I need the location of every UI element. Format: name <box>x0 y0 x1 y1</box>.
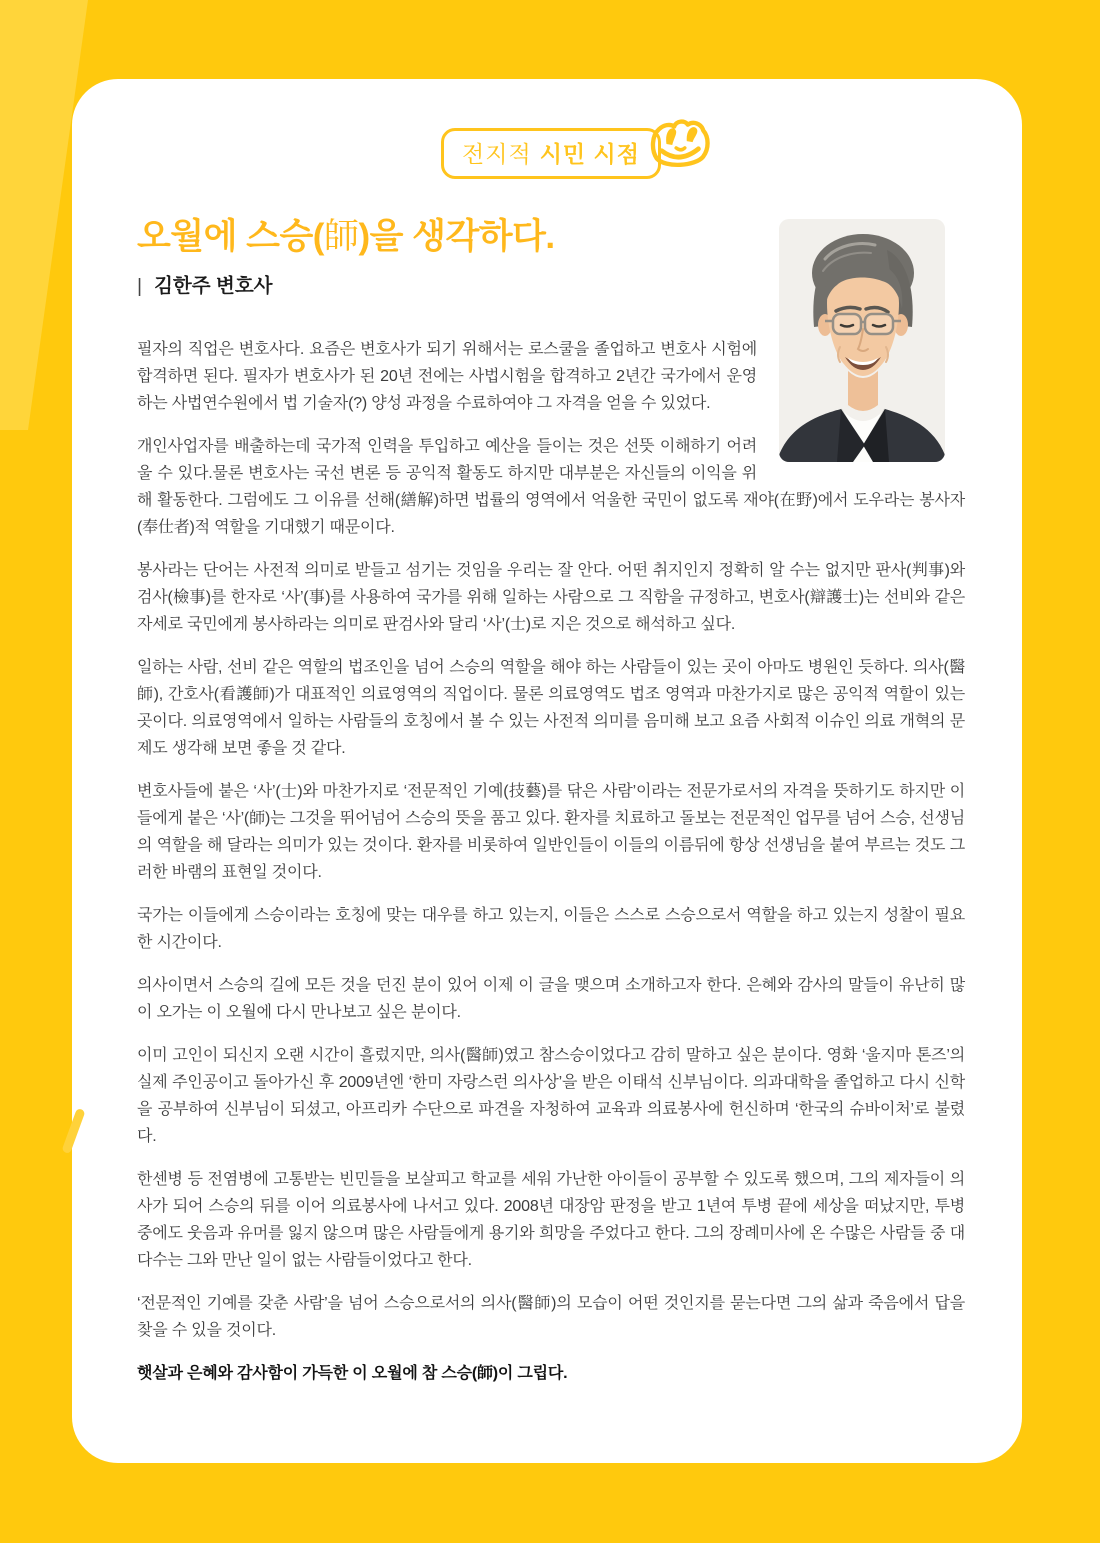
author-portrait-image <box>779 219 945 462</box>
body-paragraph: 봉사라는 단어는 사전적 의미로 받들고 섬기는 것임을 우리는 잘 안다. 어떤 취지인지 정확히 알 수는 없지만 판사(判事)와 검사(檢事)를 한자로 ‘사’(事)를 사용하여 국가를 위해 일하는 사람으로 그 직함을 규정하고, 변호사(辯護士)는 선비와 같은 자세로 국민에게 봉사하라는 의미로 판검사와 달리 ‘사’(士)로 지은 것으로 해석하고 싶다. <box>137 562 965 633</box>
badge-label-bold: 시민 시점 <box>539 141 640 167</box>
smiling-face-icon <box>650 117 710 171</box>
article-card <box>72 79 1022 1463</box>
body-paragraph: ‘전문적인 기예를 갖춘 사람’을 넘어 스승으로서의 의사(醫師)의 모습이 어떤 것인지를 묻는다면 그의 삶과 죽음에서 답을 찾을 수 있을 것이다. <box>137 1295 965 1339</box>
title-hanja: 師 <box>323 217 359 256</box>
body-paragraph: 개인사업자를 배출하는데 국가적 인력을 투입하고 예산을 들이는 것은 선뜻 이해하기 어려울 수 있다.물론 변호사는 국선 변론 등 공익적 활동도 하지만 대부분은 자신들의 이익을 위해 활동한다. 그럼에도 그 이유를 선해(繕解)하면 법률의 영역에서 억울한 국민이 없도록 재야(在野)에서 도우라는 봉사자(奉仕者)적 역할을 기대했기 때문이다. <box>137 438 965 536</box>
byline-divider: | <box>137 275 143 297</box>
body-paragraph: 이미 고인이 되신지 오랜 시간이 흘렀지만, 의사(醫師)였고 참스승이었다고 감히 말하고 싶은 분이다. 영화 ‘울지마 톤즈’의 실제 주인공이고 돌아가신 후 2009년엔 ‘한미 자랑스런 의사상’을 받은 이태석 신부님이다. 의과대학을 졸업하고 다시 신학을 공부하여 신부님이 되셨고, 아프리카 수단으로 파견을 자청하여 교육과 의료봉사에 헌신하며 ‘한국의 슈바이처’로 불렸다. <box>137 1047 965 1145</box>
author-name: 김한주 변호사 <box>154 275 273 297</box>
title-text-post: )을 생각하다. <box>358 217 555 256</box>
section-badge <box>441 128 661 179</box>
body-paragraph: 한센병 등 전염병에 고통받는 빈민들을 보살피고 학교를 세워 가난한 아이들이 공부할 수 있도록 했으며, 그의 제자들이 의사가 되어 스승의 뒤를 이어 의료봉사에 나서고 있다. 2008년 대장암 판정을 받고 1년여 투병 끝에 세상을 떠났지만, 투병 중에도 웃음과 유머를 잃지 않으며 많은 사람들에게 용기와 희망을 주었다고 한다. 그의 장례미사에 온 수많은 사람들 중 대다수는 그와 만난 일이 없는 사람들이었다고 한다. <box>137 1171 965 1269</box>
body-paragraph: 국가는 이들에게 스승이라는 호칭에 맞는 대우를 하고 있는지, 이들은 스스로 스승으로서 역할을 하고 있는지 성찰이 필요한 시간이다. <box>137 907 965 951</box>
body-paragraph: 변호사들에 붙은 ‘사’(士)와 마찬가지로 ‘전문적인 기예(技藝)를 닦은 사람’이라는 전문가로서의 자격을 뜻하기도 하지만 이들에게 붙은 ‘사’(師)는 그것을 뛰어넘어 스승의 뜻을 품고 있다. 환자를 치료하고 돌보는 전문적인 업무를 넘어 스승, 선생님의 역할을 해 달라는 의미가 있는 것이다. 환자를 비롯하여 일반인들이 이들의 이름뒤에 항상 선생님을 붙여 부르는 것도 그러한 바램의 표현일 것이다. <box>137 783 965 881</box>
body-paragraph: 일하는 사람, 선비 같은 역할의 법조인을 넘어 스승의 역할을 해야 하는 사람들이 있는 곳이 아마도 병원인 듯하다. 의사(醫師), 간호사(看護師)가 대표적인 의료영역의 직업이다. 물론 의료영역도 법조 영역과 마찬가지로 많은 공익적 역할이 있는 곳이다. 의료영역에서 일하는 사람들의 호칭에서 볼 수 있는 사전적 의미를 음미해 보고 요즘 사회적 이슈인 의료 개혁의 문제도 생각해 보면 좋을 것 같다. <box>137 659 965 757</box>
body-paragraph: 의사이면서 스승의 길에 모든 것을 던진 분이 있어 이제 이 글을 맺으며 소개하고자 한다. 은혜와 감사의 말들이 유난히 많이 오가는 이 오월에 다시 만나보고 싶은 분이다. <box>137 977 965 1021</box>
closing-line: 햇살과 은혜와 감사함이 가득한 이 오월에 참 스승(師)이 그립다. <box>137 1365 568 1382</box>
badge-label-regular: 전지적 <box>462 141 532 167</box>
title-text-pre: 오월에 스승( <box>137 217 324 256</box>
badge-row <box>137 128 965 168</box>
body-paragraph: 필자의 직업은 변호사다. 요즘은 변호사가 되기 위해서는 로스쿨을 졸업하고 변호사 시험에 합격하면 된다. 필자가 변호사가 된 20년 전에는 사법시험을 합격하고 2년간 국가에서 운영하는 사법연수원에서 법 기술자(?) 양성 과정을 수료하여야 그 자격을 얻을 수 있었다. <box>137 341 757 412</box>
author-photo <box>779 219 945 462</box>
article-body <box>137 217 965 1387</box>
